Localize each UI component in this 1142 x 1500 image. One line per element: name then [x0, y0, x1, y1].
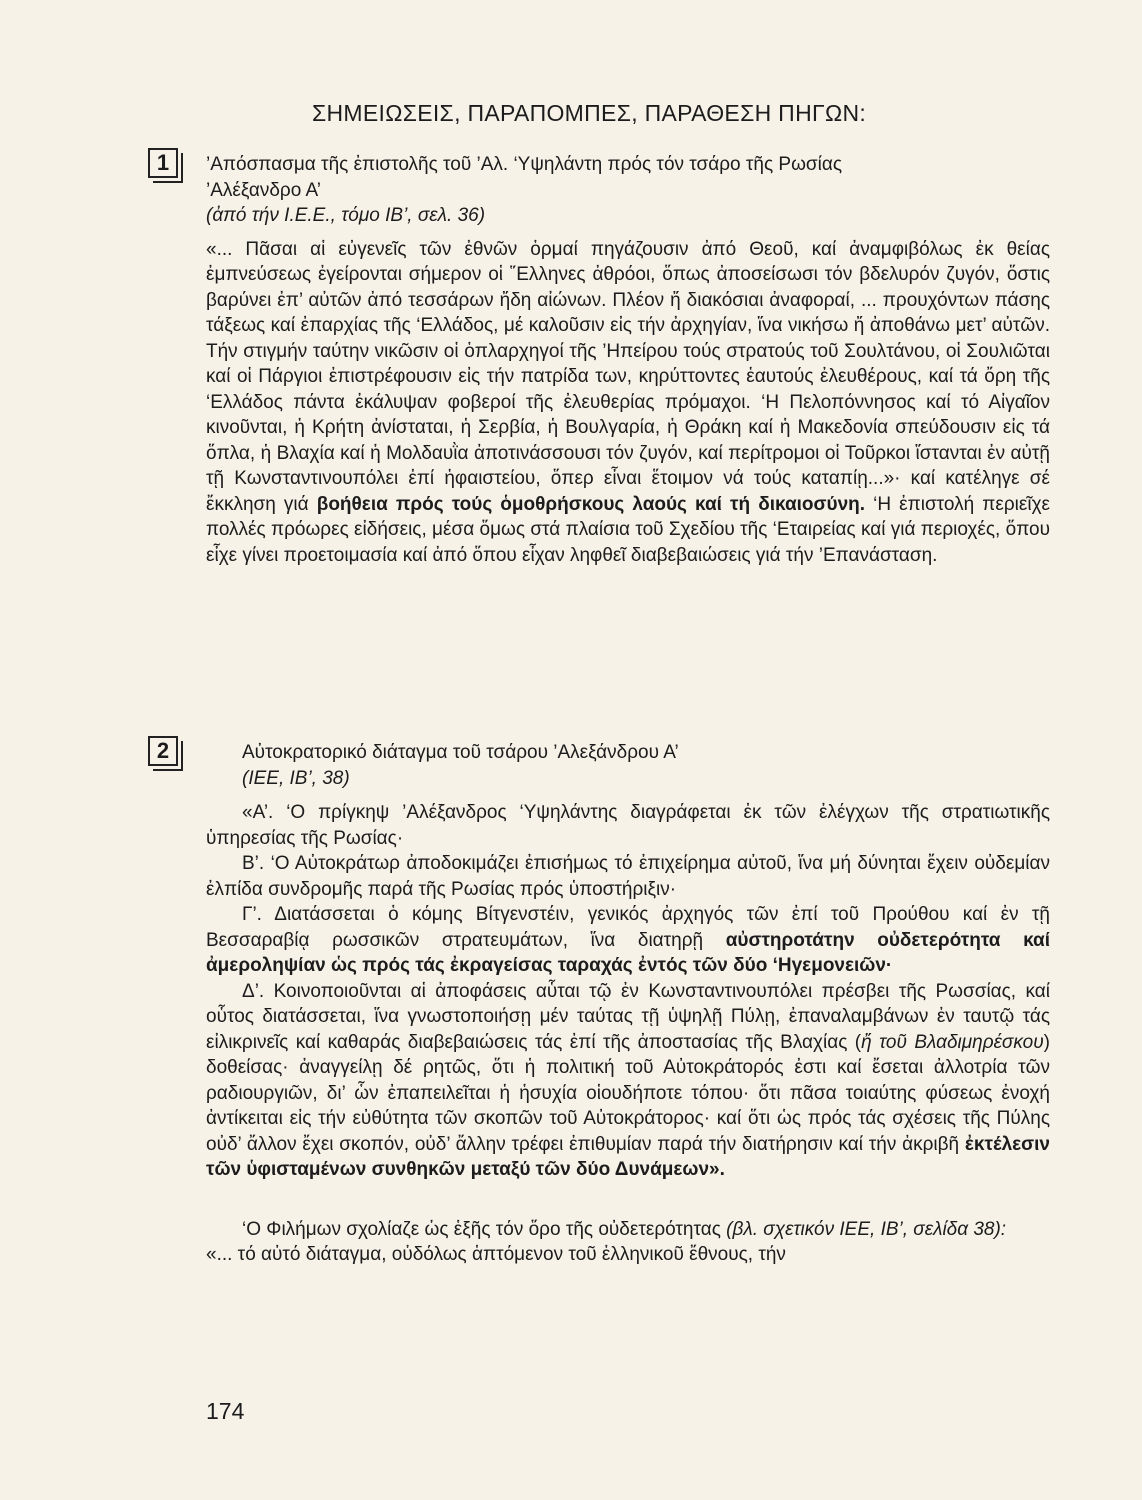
note-marker-1: 1: [148, 148, 178, 178]
note-1-quote-text: «... Πᾶσαι αἱ εὐγενεῖς τῶν ἐθνῶν ὁρμαί πηγάζουσιν ἀπό Θεοῦ, καί ἀναμφιβόλως ἐκ θείας ἐμπνεύσεως ἐγείρονται σήμερον οἱ ῞Ελληνες ἀθρόοι, ὅπως ἀποσείσωσι τόν βδελυρόν ζυγόν, ὅστις βαρύνει ἐπ’ αὐτῶν ἀπό τεσσάρων ἤδη αἰώνων. Πλέον ἤ διακόσιαι ἀναφοραί, ... προυχόντων πάσης τάξεως καί ἐπαρχίας τῆς ‘Ελλάδος, μέ καλοῦσιν εἰς τήν ἀρχηγίαν, ἵνα νικήσω ἤ ἀποθάνω μετ’ αὐτῶν. Τήν στιγμήν ταύτην νικῶσιν οἱ ὁπλαρχηγοί τῆς ’Ηπείρου τούς στρατούς τοῦ Σουλτάνου, οἱ Σουλιῶται καί οἱ Πάργιοι ἐπιστρέφουσιν εἰς τήν πατρίδα των, κηρύττοντες ἑαυτούς ἐλευθέρους, καί τά ὄρη τῆς ‘Ελλάδος πάντα ἐκάλυψαν φοβεροί τῆς ἐλευθερίας πρόμαχοι. ‘Η Πελοπόννησος καί τό Αἰγαῖον κινοῦνται, ἡ Κρήτη ἀνίσταται, ἡ Σερβία, ἡ Βουλγαρία, ἡ Θράκη καί ἡ Μακεδονία σπεύδουσιν εἰς τά ὅπλα, ἡ Βλαχία καί ἡ Μολδαυῒα ἀποτινάσσουσι τόν ζυγόν, καί περίτρομοι οἱ Τοῦρκοι ἵστανται ἐν αὐτῇ τῇ Κωνσταντινουπόλει ἐπί ἡφαιστείου, ὅπερ εἶναι ἕτοιμον νά τούς καταπίῃ...»· καί κατέληγε σέ ἔκκληση γιά: [206, 238, 1050, 515]
note-1-source: (ἀπό τήν Ι.Ε.Ε., τόμο ΙΒ’, σελ. 36): [206, 205, 486, 226]
note-2-comment-italic: (βλ. σχετικόν ΙΕΕ, ΙΒ’, σελίδα 38):: [726, 1218, 1007, 1240]
note-2-para-c-emphasis: αὐστηροτάτην οὐδετερότητα καί ἀμεροληψίαν ὡς πρός τάς ἐκραγείσας ταραχάς ἐντός τῶν δύο ‘Ηγεμονειῶν·: [206, 929, 1050, 976]
note-1-quote-emphasis: βοήθεια πρός τούς ὁμοθρήσκους λαούς καί τή δικαιοσύνη.: [316, 493, 866, 515]
note-2-para-b: Β’. ‘Ο Αὐτοκράτωρ ἀποδοκιμάζει ἐπισήμως τό ἐπιχείρημα αὐτοῦ, ἵνα μή δύνηται ἔχειν οὐδεμίαν ἐλπίδα συνδρομῆς παρά τῆς Ρωσίας πρός ὑποστήριξιν·: [206, 853, 1050, 900]
note-2-comment: [206, 1217, 1050, 1243]
note-2-para-d-text2: ) δοθείσας· ἀναγγείλῃ δέ ρητῶς, ὅτι ἡ πολιτική τοῦ Αὐτοκράτορός ἐστι καί ἔσεται ἀλλοτρία τῶν ραδιουργιῶν, δι’ ὧν ἐπαπειλεῖται ἡ ἡσυχία οἱουδήποτε τόπου· ὅτι πᾶσα τοιαύτης φύσεως ἐνοχή ἀντίκειται εἰς τήν εὐθύτητα τῶν σκοπῶν τοῦ Αὐτοκράτορος· καί ὅτι ὡς πρός τάς σχέσεις τῆς Πύλης οὐδ’ ἄλλον ἔχει σκοπόν, οὐδ’ ἄλλην τρέφει ἐπιθυμίαν παρά τήν διατήρησιν καί τήν ἀκριβῆ: [206, 1031, 1050, 1155]
note-1-heading-line2: ’Αλέξανδρο Α’: [206, 179, 322, 201]
note-2-comment-text: ‘Ο Φιλήμων σχολίαζε ὡς ἑξῆς τόν ὅρο τῆς οὐδετερότητας: [242, 1218, 727, 1240]
note-2-source: (ΙΕΕ, ΙΒ’, 38): [242, 767, 350, 789]
note-2-para-d-emphasis: ἐκτέλεσιν τῶν ὑφισταμένων συνθηκῶν μεταξύ τῶν δύο Δυνάμεων».: [206, 1133, 1050, 1180]
page-title: ΣΗΜΕΙΩΣΕΙΣ, ΠΑΡΑΠΟΜΠΕΣ, ΠΑΡΑΘΕΣΗ ΠΗΓΩΝ:: [312, 100, 867, 126]
note-2-para-a: «Α’. ‘Ο πρίγκηψ ’Αλέξανδρος ‘Υψηλάντης διαγράφεται ἐκ τῶν ἐλέγχων τῆς στρατιωτικῆς ὑπηρεσίας τῆς Ρωσίας·: [206, 802, 1050, 849]
note-2: [206, 800, 1050, 1268]
note-1-heading: [206, 152, 1050, 203]
note-1: [206, 152, 1050, 568]
note-1-heading-line1: ’Απόσπασμα τῆς ἐπιστολῆς τοῦ ’Αλ. ‘Υψηλάντη πρός τόν τσάρο τῆς Ρωσίας: [206, 154, 842, 175]
page-number: 174: [206, 1398, 245, 1424]
note-2-heading: Αὐτοκρατορικό διάταγμα τοῦ τσάρου ’Αλεξάνδρου Α’: [242, 742, 679, 763]
note-1-quote: [206, 237, 1050, 569]
note-2-para-d-text1: Δ’. Κοινοποιοῦνται αἱ ἀποφάσεις αὗται τῷ ἐν Κωνσταντινουπόλει πρέσβει τῆς Ρωσσίας, καί οὗτος διατάσσεται, ἵνα γνωστοποιήσῃ μέν ταύτας τῇ ὑψηλῇ Πύλῃ, ἐπαναλαμβάνων ἐν ταυτῷ τάς εἰλικρινεῖς καί καθαράς διαβεβαιώσεις τάς ἐπί τῆς ἀποστασίας τῆς Βλαχίας (: [206, 980, 1050, 1053]
note-2-para-c-text: Γ’. Διατάσσεται ὁ κόμης Βίτγενστέιν, γενικός ἀρχηγός τῶν ἐπί τοῦ Προύθου καί ἐν τῇ Βεσσαραβίᾳ ρωσσικῶν στρατευμάτων, ἵνα διατηρῇ: [206, 904, 1050, 951]
note-2-comment-quote: «... τό αὐτό διάταγμα, οὐδόλως ἁπτόμενον τοῦ ἑλληνικοῦ ἔθνους, τήν: [206, 1244, 786, 1265]
note-1-quote-tail: ‘Η ἐπιστολή περιεῖχε πολλές πρόωρες εἰδήσεις, μέσα ὅμως στά πλαίσια τοῦ Σχεδίου τῆς ‘Εταιρείας καί γιά περιοχές, ὅπου εἶχε γίνει προετοιμασία καί ἀπό ὅπου εἶχαν ληφθεῖ διαβεβαιώσεις γιά τήν ’Επανάσταση.: [206, 493, 1051, 566]
note-2-para-c: [206, 902, 1050, 979]
note-2-para-d: [206, 979, 1050, 1183]
note-2-header: [242, 740, 1050, 799]
note-2-para-d-italic: ἤ τοῦ Βλαδιμηρέσκου: [861, 1031, 1044, 1053]
note-marker-2: 2: [148, 736, 178, 766]
